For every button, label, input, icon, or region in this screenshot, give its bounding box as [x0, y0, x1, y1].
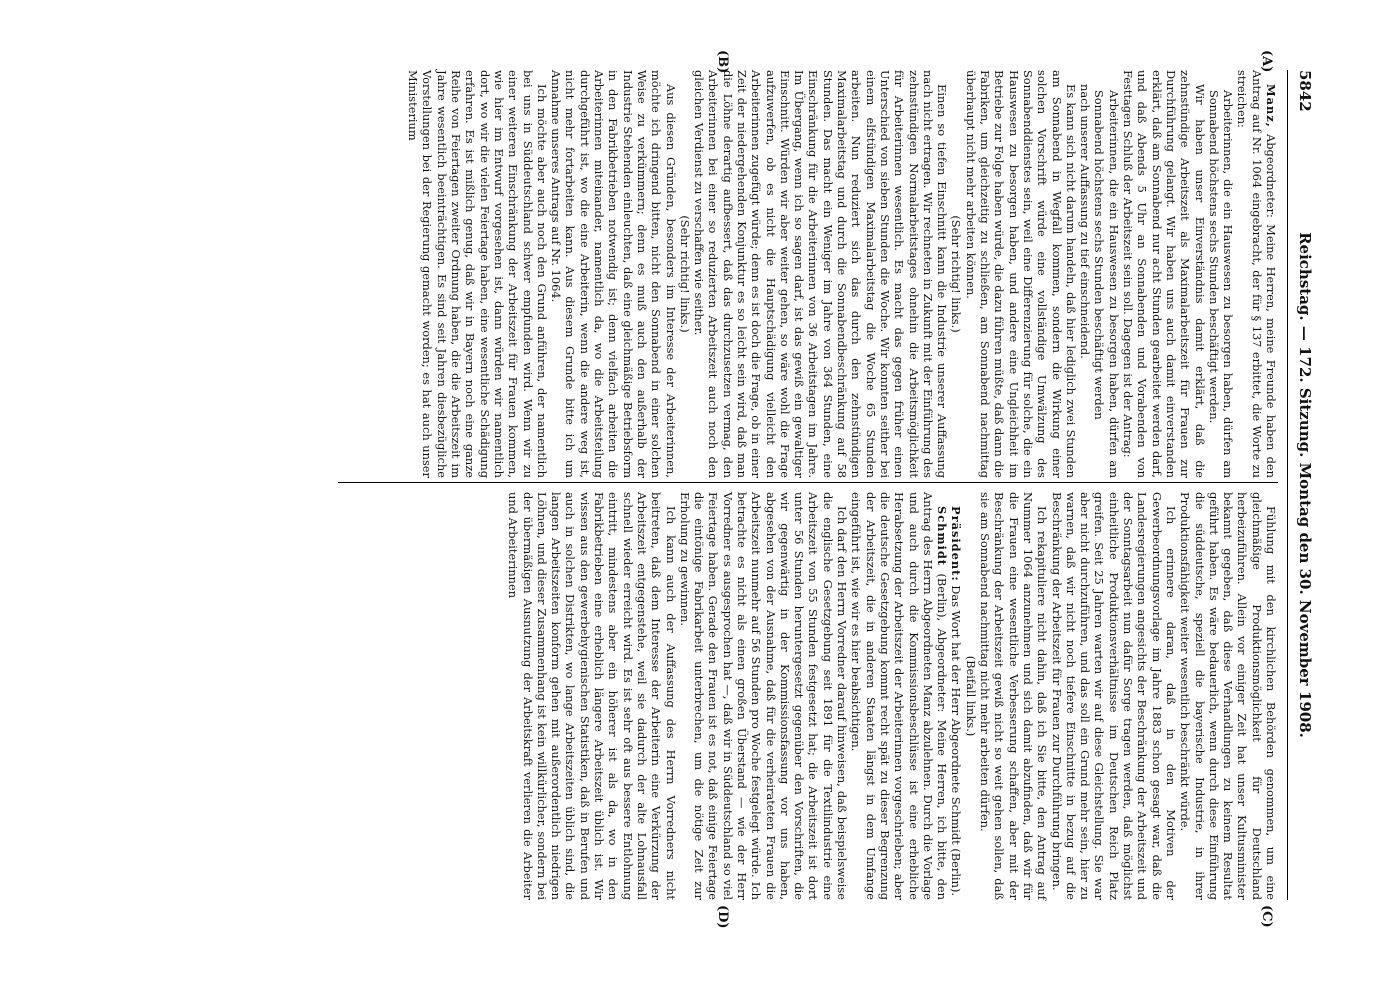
paragraph [849, 492, 949, 900]
speaker-name: Präsident: [949, 506, 964, 582]
paragraph [406, 70, 549, 478]
margin-mark-d: (D) [715, 905, 730, 929]
paragraph [678, 492, 850, 900]
page-number: 5842 [1296, 70, 1314, 112]
paragraph-text: Es kann sich nicht darum handeln, daß hier lediglich zwei Stunden am Sonnabend in Wegfall kommen, sondern die Wirkung einer solchen Vorschrift würde eine vollständige Umwälzung des Sonnabenddienstes sein, weil eine Differenzierung für solche, die ein Hauswesen zu besorgen haben, und andere eine Ungleichheit im Betriebe zur Folge haben würde, die dazu führen müßte, daß dann die Fabriken, um gleichzeitig zu schließen, am Sonnabend nachmittag überhaupt nicht mehr arbeiten können. [963, 70, 1078, 478]
paragraph-text: Ich darf den Herrn Vorredner darauf hinweisen, daß beispielsweise die englische Gesetzgebung seit 1891 für die Textilindustrie eine Arbeitszeit von 55 Stunden festgesetzt hat; die Arbeitszeit ist dort unter 56 Stunden heruntergesetzt gegenüber den Vorschriften, die wir gegenwärtig in der Kommissionsfassung vor uns haben, abgesehen von der Ausnahme, daß für die verheirateten Frauen die Arbeitszeit nunmehr auf 56 Stunden pro Woche festgelegt würde. Ich betrachte es nicht als einen großen Überstand — wie der Herr Vorredner es ausgesprochen hat —, daß wir in Süddeutschland so viel Feiertage haben. Gerade den Frauen ist es not, daß einige Feiertage die eintönige Fabrikarbeit unterbrechen, um die nötige Zeit zur Erholung zu gewinnen. [677, 492, 850, 900]
paragraph [1235, 70, 1278, 478]
paragraph-text: Arbeiterinnen, die ein Hauswesen zu besorgen haben, dürfen am Sonnabend höchstens sechs Stunden beschäftigt werden. [1206, 90, 1236, 478]
paragraph-text: Ich möchte aber auch noch den Grund anführen, der namentlich bei uns in Süddeutschland schwer empfunden wird. Wenn wir zu einer weiteren Einschränkung der Arbeitszeit für Frauen kommen, wie hier im Entwurf vorgesehen ist, dann würden wir namentlich dort, wo wir die vielen Feiertage haben, eine wesentliche Schädigung erfahren. Es ist mißlich genug, daß wir in Bayern noch eine ganze Reihe von Feiertagen zweiter Ordnung haben, die die Arbeitszeit im Jahre wesentlich beeinträchtigen. Es sind seit Jahren diesbezügliche Vorstellungen bei der Regierung gemacht worden; es hat auch unser Ministerium [406, 70, 549, 478]
page-title: Reichstag. — 172. Sitzung. Montag den 30. November 1908. [1296, 232, 1314, 738]
paragraph-text: Aus diesen Gründen, besonders im Interesse der Arbeiterinnen, möchte ich dringend bitten, nicht den Sonnabend in einer solchen Weise zu verkümmern; denn es muß auch den außerhalb der Industrie Stehenden einleuchten, daß eine gleichmäßige Betriebsform in den Fabrikbetrieben notwendig ist; denn vielfach arbeiten die Arbeiterinnen miteinander, namentlich da, wo die Arbeitsteilung durchgeführt ist, wo die eine Arbeiterin, wenn die andere weg ist, nicht mehr fortarbeiten kann. Aus diesem Grunde bitte ich um Annahme unseres Antrags auf Nr. 1064. [549, 70, 678, 478]
paragraph-text: Wir haben unser Einverständnis damit erklärt, daß die zehnstündige Arbeitszeit als Maximalarbeitszeit für Frauen zur Durchführung gelangt. Wir haben uns auch damit einverstanden erklärt, daß am Sonnabend nur acht Stunden gearbeitet werden darf, und daß Abends 5 Uhr an Sonnabenden und Vorabenden von Festtagen Schluß der Arbeitszeit sein soll. Dagegen ist der Antrag: [1121, 70, 1207, 478]
paragraph-text: (Berlin), Abgeordneter: Meine Herren, ich bitte, den Antrag des Herrn Abgeordneten Manz abzulehnen. Durch die Vorlage und auch durch die Kommissionsbeschlüsse ist eine erhebliche Herabsetzung der Arbeitszeit der Arbeiterinnen vorgeschrieben; aber die deutsche Gesetzgebung kommt recht spät zu dieser Begrenzung der Arbeitszeit, die in anderen Staaten längst in dem Umfange eingeführt ist, wie wir es hier beabsichtigen. [849, 492, 950, 900]
paragraph [1092, 70, 1121, 478]
paragraph-text: (Sehr richtig! links.) [949, 215, 964, 333]
paragraph [692, 70, 949, 478]
paragraph-text: Abgeordneter: Meine Herren, meine Freunde haben den Antrag auf Nr. 1064 eingebracht, der für § 137 erbittet, die Worte zu streichen: [1235, 70, 1278, 478]
paragraph-text: Das Wort hat der Herr Abgeordnete Schmidt (Berlin). [949, 581, 964, 897]
paragraph-text: (Beifall links.) [963, 655, 978, 737]
paragraph [963, 70, 1077, 478]
paragraph [1049, 492, 1178, 900]
page-header [1288, 70, 1322, 900]
paragraph [1207, 70, 1236, 478]
paragraph-text: Arbeiterinnen, die ein Hauswesen zu besorgen haben, dürfen am Sonnabend höchstens sechs Stunden beschäftigt werden [1092, 90, 1121, 478]
paragraph [963, 492, 977, 900]
paragraph [1178, 492, 1278, 900]
paragraph [1078, 70, 1092, 478]
paragraph-text: Einen so tiefen Einschnitt kann die Industrie unserer Auffassung nach nicht ertragen. Wir rechneten in Zukunft mit der Einführung des zehnstündigen Normalarbeitstages ohnehin die Arbeitsmöglichkeit für Arbeiterinnen wesentlich. Es macht das gegen früher einen Unterschied von sieben Stunden die Woche. Wir konnten seither bei einem elfstündigen Maximalarbeitstag die Woche 65 Stunden arbeiten. Nun reduziert sich das durch den zehnstündigen Maximalarbeitstag und durch die Sonnabendbeschränkung auf 58 Stunden. Das macht ein Weniger im Jahre von 364 Stunden, eine Einschränkung für die Arbeiterinnen von 36 Arbeitstagen im Jahre. Im Übergang, wenn ich so sagen darf, ist das gewiß ein gewaltiger Einschnitt. Würden wir aber weiter gehen, so wäre wohl die Frage aufzuwerfen, ob es nicht die Hauptschädigung vielleicht den Arbeiterinnen zugefügt würde; denn es ist doch die Frage, ob in einer Zeit der niedergehenden Konjunktur es so leicht sein wird, daß man die Löhne derartig aufbessert, daß das durchzusetzen vermag, den Arbeiterinnen bei einer so reduzierten Arbeitszeit auch noch den gleichen Verdienst zu verschaffen wie seither. [692, 70, 950, 478]
margin-mark-b: (B) [715, 50, 730, 74]
paragraph [949, 492, 963, 900]
paragraph [1121, 70, 1207, 478]
paragraph-text: nach unserer Auffassung zu tief einschneidend. [1078, 84, 1093, 359]
speaker-name: Manz, [1264, 84, 1278, 128]
speaker-name: Schmidt [935, 506, 950, 567]
paragraph [978, 492, 1049, 900]
margin-mark-a: (A) [1259, 50, 1274, 73]
paragraph-text: Ich kann auch der Auffassung des Herrn Vorredners nicht beitreten, daß dem Interesse der Arbeiterin eine Verkürzung der Arbeitszeit entgegenstehe, weil sie dadurch der alte Lohnausfall schnell wieder erreicht wird. Es ist sehr oft aus bessere Entlohnung eintritt, mindestens aber ein höherer ist als da, wo in den Fabrikbetrieben eine erheblich längere Arbeitszeit üblich ist. Wir wissen aus den gewerbehygienischen Statistiken, daß in Berufen und auch in solchen Distrikten, wo lange Arbeitszeiten üblich sind, die langen Arbeitszeiten konform gehen mit außerordentlich niedrigen Löhnen, und dieser Zusammenhang ist kein willkürlicher, sondern bei der übermäßigen Ausnutzung der Arbeitskraft verlieren die Arbeiter und Arbeiterinnen [506, 492, 678, 900]
paragraph-text: Ich erinnere daran, daß in den Motiven der Gewerbeordnungsvorlage im Jahre 1883 schon gesagt war, daß die Landesregierungen angesichts der Beschränkung der Arbeitszeit und der Sonntagsarbeit nun dafür Sorge tragen werden, daß möglichst einheitliche Produktionsverhältnisse im Deutschen Reich Platz greifen. Seit 25 Jahren warten wir auf diese Gleichstellung. Sie war aber nicht durchzuführen, und das soll ein Grund mehr sein, hier zu warnen, daß wir nicht noch tiefere Einschnitte in bezug auf die Beschränkung der Arbeitszeit für Frauen zur Durchführung bringen. [1049, 492, 1178, 900]
margin-mark-c: (C) [1259, 905, 1274, 928]
paragraph-text: (Sehr richtig! links.) [677, 215, 692, 333]
column-divider [338, 482, 1278, 483]
paragraph-text: Ich rekapituliere nicht dahin, daß ich Sie bitte, den Antrag auf Nummer 1064 anzunehmen und sich damit abzufinden, daß wir für die Frauen eine wesentliche Verbesserung schaffen, aber mit der Beschränkung der Arbeitszeit gewiß nicht so weit gehen sollen, daß sie am Sonnabend nachmittag nicht mehr arbeiten dürfen. [978, 492, 1050, 900]
paragraph [549, 70, 678, 478]
left-text-column [406, 70, 1278, 478]
paragraph [506, 492, 678, 900]
right-text-column [506, 492, 1278, 900]
header-rule [1287, 70, 1288, 900]
paragraph [949, 70, 963, 478]
paragraph [678, 70, 692, 478]
paragraph-text: Fühlung mit den kirchlichen Behörden genommen, um eine gleichmäßige Produktionsmöglichkeit für Deutschland herbeizuführen. Allein vor einiger Zeit hat unser Kultusminister bekannt gegeben, daß diese Verhandlungen zu keinem Resultat geführt haben. Es wäre bedauerlich, wenn durch diese Einführung die süddeutsche, speziell die bayerische Industrie, in ihrer Produktionsfähigkeit weiter wesentlich beschränkt würde. [1178, 492, 1278, 900]
